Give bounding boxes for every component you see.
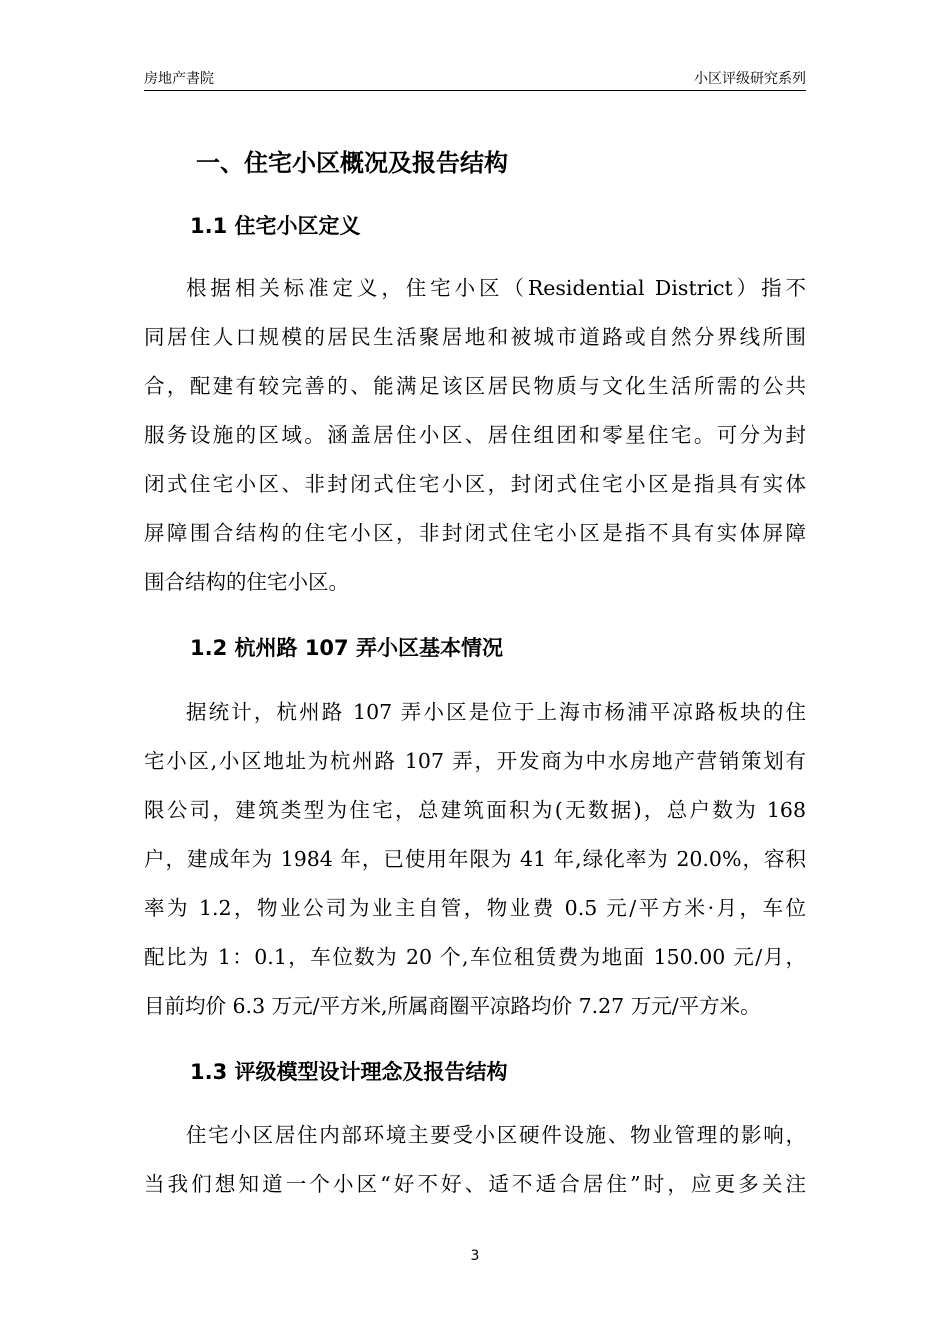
paragraph-line: 户，建成年为 1984 年，已使用年限为 41 年,绿化率为 20.0%，容积 [144, 847, 806, 871]
paragraph-line: 屏障围合结构的住宅小区，非封闭式住宅小区是指不具有实体屏障 [144, 521, 806, 545]
header-publisher: 房地产書院 [144, 71, 214, 87]
paragraph-line: 根据相关标准定义，住宅小区（Residential District）指不 [186, 276, 806, 300]
paragraph-line: 围合结构的住宅小区。 [144, 570, 349, 594]
subsection-1-3-paragraph [144, 1111, 806, 1209]
section-title: 一、住宅小区概况及报告结构 [196, 149, 508, 177]
paragraph-line: 闭式住宅小区、非封闭式住宅小区，封闭式住宅小区是指具有实体 [144, 472, 806, 496]
paragraph-line: 率为 1.2，物业公司为业主自管，物业费 0.5 元/平方米·月，车位 [144, 896, 806, 920]
paragraph-line: 服务设施的区域。涵盖居住小区、居住组团和零星住宅。可分为封 [144, 423, 806, 447]
paragraph-line: 配比为 1：0.1，车位数为 20 个,车位租赁费为地面 150.00 元/月， [144, 945, 806, 969]
subsection-1-1-paragraph [144, 264, 806, 607]
paragraph-line: 合，配建有较完善的、能满足该区居民物质与文化生活所需的公共 [144, 374, 806, 398]
paragraph-line: 宅小区,小区地址为杭州路 107 弄，开发商为中水房地产营销策划有 [144, 749, 806, 773]
paragraph-line: 当我们想知道一个小区“好不好、适不适合居住”时，应更多关注 [144, 1172, 806, 1196]
paragraph-line: 住宅小区居住内部环境主要受小区硬件设施、物业管理的影响， [186, 1123, 806, 1147]
page-header [144, 66, 806, 91]
subsection-1-1-title: 1.1 住宅小区定义 [190, 214, 361, 238]
paragraph-line: 限公司，建筑类型为住宅，总建筑面积为(无数据)，总户数为 168 [144, 798, 806, 822]
header-series-title: 小区评级研究系列 [694, 71, 806, 87]
paragraph-line: 同居住人口规模的居民生活聚居地和被城市道路或自然分界线所围 [144, 325, 806, 349]
paragraph-line: 目前均价 6.3 万元/平方米,所属商圈平凉路均价 7.27 万元/平方米。 [144, 994, 761, 1018]
subsection-1-3-title: 1.3 评级模型设计理念及报告结构 [190, 1060, 508, 1084]
subsection-1-2-paragraph [144, 688, 806, 1031]
paragraph-line: 据统计，杭州路 107 弄小区是位于上海市杨浦平凉路板块的住 [186, 700, 806, 724]
page-number: 3 [470, 1248, 480, 1264]
subsection-1-2-title: 1.2 杭州路 107 弄小区基本情况 [190, 636, 503, 660]
